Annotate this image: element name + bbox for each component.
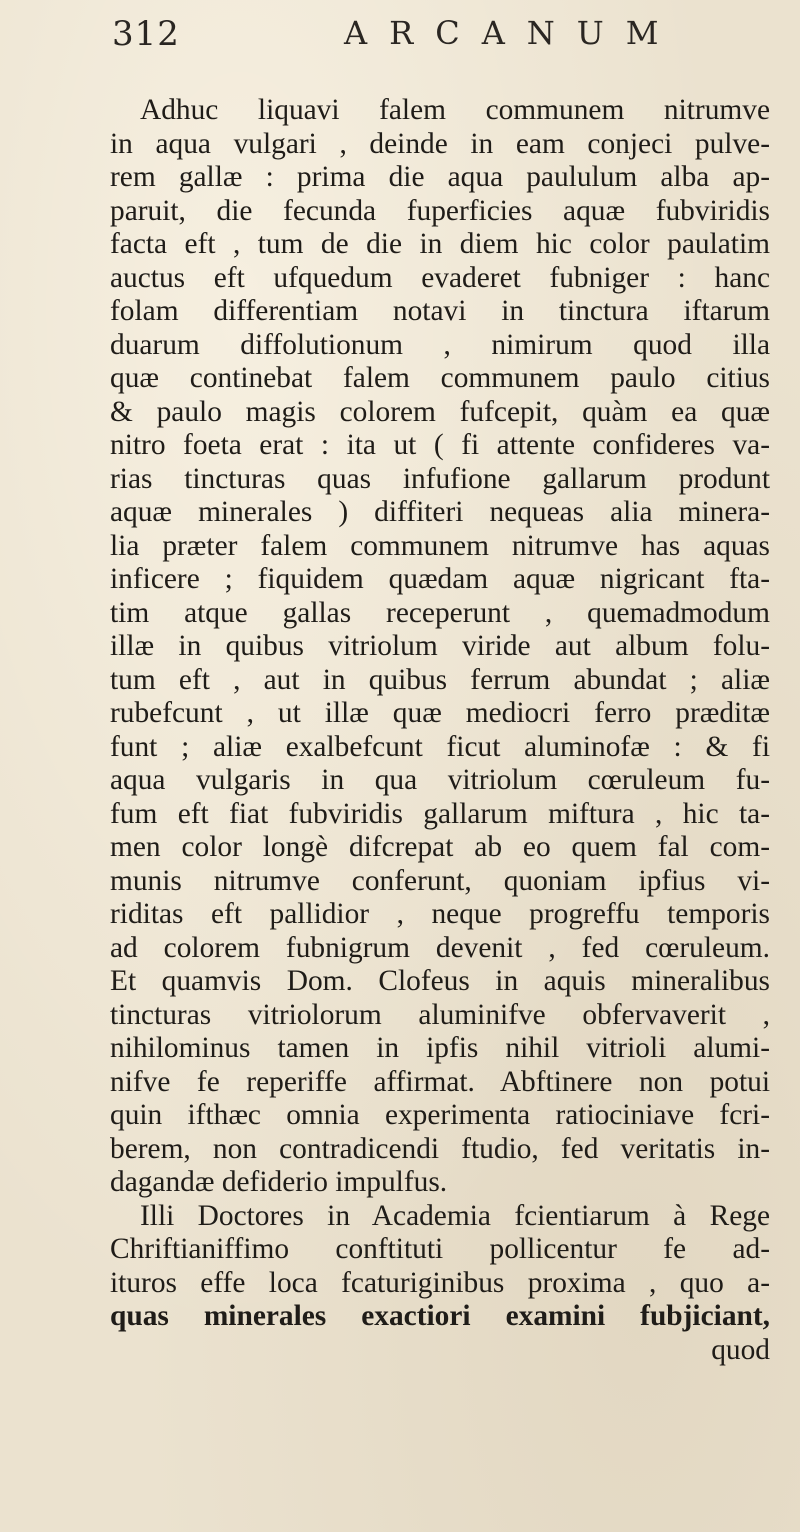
page-number: 312 (112, 14, 180, 54)
catchword: quod (711, 1333, 770, 1366)
text-line: auctus eft ufquedum evaderet fubniger : hanc (110, 261, 770, 294)
text-line: Chriftianiffimo conftituti pollicentur fe ad- (110, 1233, 770, 1265)
text-line: nifve fe reperiffe affirmat. Abftinere non potui (110, 1065, 770, 1098)
catchword-row (110, 1334, 770, 1368)
text-line: munis nitrumve conferunt, quoniam ipfius vi- (110, 864, 770, 897)
text-line: berem, non contradicendi ftudio, fed veritatis in- (110, 1132, 770, 1165)
text-line: nihilominus tamen in ipfis nihil vitrioli alumi- (110, 1032, 770, 1064)
text-line: Et quamvis Dom. Clofeus in aquis mineralibus (110, 965, 770, 997)
text-line: fum eft fiat fubviridis gallarum miftura , hic ta- (110, 797, 770, 830)
text-line: quæ continebat falem communem paulo citius (110, 362, 770, 394)
text-line: rem gallæ : prima die aqua paululum alba ap- (110, 161, 770, 193)
text-line: aqua vulgaris in qua vitriolum cœruleum fu- (110, 764, 770, 796)
running-title: ARCANUM (344, 14, 681, 52)
text-line: in aqua vulgari , deinde in eam conjeci pulve- (110, 127, 770, 160)
text-line: tincturas vitriolorum aluminifve obfervaverit , (110, 998, 770, 1031)
text-line: rias tincturas quas infufione gallarum produnt (110, 462, 770, 495)
body-text (110, 94, 770, 1368)
text-line: paruit, die fecunda fuperficies aquæ fubviridis (110, 194, 770, 227)
paragraph (110, 94, 770, 1200)
text-line: inficere ; fiquidem quædam aquæ nigricant fta- (110, 563, 770, 595)
text-line: tum eft , aut in quibus ferrum abundat ; aliæ (110, 663, 770, 696)
text-line: Illi Doctores in Academia fcientiarum à Rege (140, 1199, 770, 1232)
text-line: quas minerales exactiori examini fubjiciant, (110, 1300, 770, 1332)
text-line: & paulo magis colorem fufcepit, quàm ea quæ (110, 395, 770, 428)
running-head (112, 14, 752, 84)
text-line: duarum diffolutionum , nimirum quod illa (110, 328, 770, 361)
text-line: dagandæ defiderio impulfus. (110, 1166, 448, 1198)
text-line: lia præter falem communem nitrumve has aquas (110, 529, 770, 562)
text-line: rubefcunt , ut illæ quæ mediocri ferro præditæ (110, 697, 770, 729)
text-line: nitro foeta erat : ita ut ( fi attente confideres va- (110, 429, 770, 461)
text-line: Adhuc liquavi falem communem nitrumve (140, 94, 770, 126)
paragraph (110, 1200, 770, 1334)
text-line: aquæ minerales ) diffiteri nequeas alia minera- (110, 496, 770, 528)
text-line: riditas eft pallidior , neque progreffu temporis (110, 898, 770, 930)
text-line: ituros effe loca fcaturiginibus proxima , quo a- (110, 1266, 770, 1299)
text-line: tim atque gallas receperunt , quemadmodum (110, 596, 770, 629)
text-line: facta eft , tum de die in diem hic color paulatim (110, 228, 770, 260)
text-line: men color longè difcrepat ab eo quem fal com- (110, 831, 770, 863)
text-line: quin ifthæc omnia experimenta ratiociniave fcri- (110, 1099, 770, 1131)
text-line: folam differentiam notavi in tinctura iftarum (110, 295, 770, 327)
text-line: illæ in quibus vitriolum viride aut album folu- (110, 630, 770, 662)
text-line: funt ; aliæ exalbefcunt ficut aluminofæ : & fi (110, 730, 770, 763)
text-line: ad colorem fubnigrum devenit , fed cœruleum. (110, 931, 770, 964)
